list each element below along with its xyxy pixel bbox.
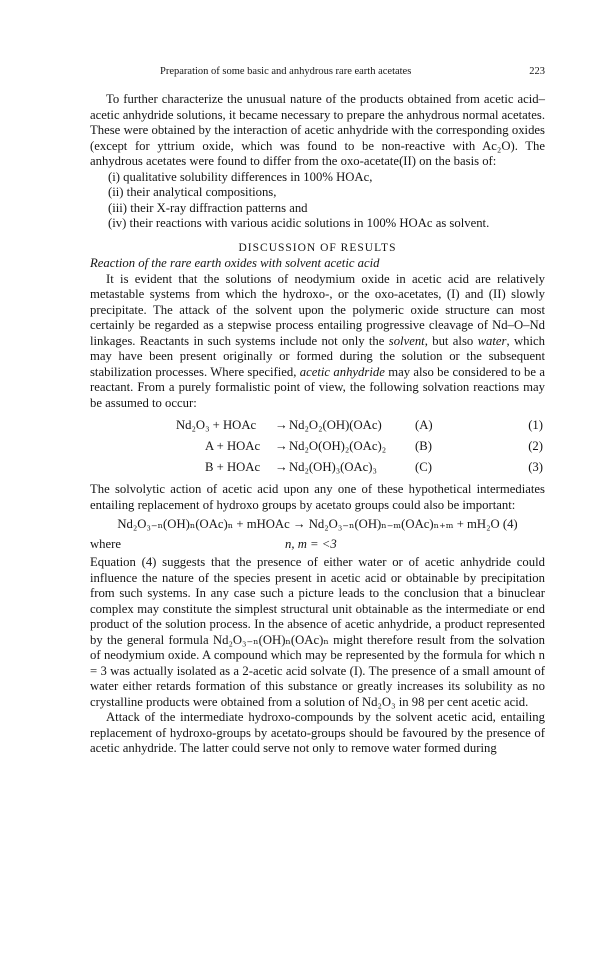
paragraph-2: The solvolytic action of acetic acid upon any one of these hypothetical intermediates entailing replacement of hydroxo groups by acetato groups could also be important: (90, 482, 545, 512)
where-condition: n, m = <3 (285, 537, 337, 551)
arrow-icon: → (275, 460, 288, 474)
equation-number: (1) (528, 418, 543, 432)
paragraph-4: Attack of the intermediate hydroxo-compounds by the solvent acetic acid, entailing replacement of hydroxo-groups by acetato-groups should be favoured by the presence of acetic anhydride. The latter could serve not only to remove water formed during (90, 710, 545, 755)
subsection-heading: Reaction of the rare earth oxides with solvent acetic acid (90, 256, 380, 270)
paragraph-1 (90, 272, 545, 412)
criteria-list (90, 170, 545, 232)
emphasis-solvent: solvent (388, 333, 425, 348)
article-body (90, 92, 545, 757)
criteria-item: (ii) their analytical compositions, (108, 185, 277, 199)
running-header (90, 66, 545, 82)
paragraph-1-text-b: , but also (424, 333, 478, 348)
equation-rhs: Nd₂O₂(OH)(OAc) (289, 418, 382, 432)
header-title: Preparation of some basic and anhydrous rare earth acetates (160, 66, 412, 77)
equation-3 (90, 457, 545, 478)
paragraph-1-text-d: may also be considered to be a reactant. From a purely formalistic point of view, the following solvation reactions may be assumed to occur: (90, 364, 545, 410)
equation-rhs: Nd₂O(OH)₂(OAc)₂ (289, 439, 387, 453)
section-heading: DISCUSSION OF RESULTS (238, 241, 397, 254)
where-label: where (90, 537, 121, 551)
equation-lhs: A + HOAc (205, 439, 261, 453)
equation-2 (90, 436, 545, 457)
equation-rhs: Nd₂(OH)₃(OAc)₃ (289, 460, 377, 474)
emphasis-water: water (477, 333, 507, 348)
equation-1 (90, 415, 545, 436)
where-clause (90, 535, 545, 553)
equation-label: (C) (415, 460, 432, 474)
paragraph-1-text-a: It is evident that the solutions of neodymium oxide in acetic acid are relatively metastable systems from which the hydroxo-, or the oxo-acetates, (I) and (II) slowly precipitate. The attack of the solvent upon the polymeric oxide structure can most certainly be regarded as a stepwise process entailing progressive cleavage of Nd–O–Nd linkages. Reactants in such systems include not only the (90, 271, 545, 348)
equation-lhs: B + HOAc (205, 460, 261, 474)
criteria-item: (iv) their reactions with various acidic solutions in 100% HOAc as solvent. (108, 216, 490, 230)
criteria-item: (i) qualitative solubility differences in 100% HOAc, (108, 169, 373, 184)
page-number: 223 (529, 66, 545, 77)
equation-label: (B) (415, 439, 432, 453)
equation-number: (2) (528, 439, 543, 453)
arrow-icon: → (275, 439, 288, 453)
intro-paragraph: To further characterize the unusual nature of the products obtained from acetic acid–acetic anhydride solutions, it became necessary to prepare the anhydrous normal acetates. These were obtained by the interaction of acetic anhydride with the corresponding oxides (except for yttrium oxide, which was found to be non-reactive with Ac₂O). The anhydrous acetates were found to differ from the oxo-acetate(II) on the basis of: (90, 92, 545, 168)
paragraph-3: Equation (4) suggests that the presence of either water or of acetic anhydride could influence the nature of the species present in acetic acid or obtainable by precipitation from such systems. In any case such a picture leads to the conclusion that a binuclear complex may constitute the simplest structural unit obtainable as the intermediate or end product of the solution process. In the absence of acetic anhydride, a product represented by the general formula Nd₂O₃₋ₙ(OH)ₙ(OAc)ₙ might therefore result from the solvation of neodymium oxide. A compound which may be represented by the formula for which n = 3 was actually isolated as a 2-acetic acid solvate (I). The presence of a small amount of water either retards formation of this substance or greatly increases its solubility as no crystalline products were obtained from a solution of Nd₂O₃ in 98 per cent acetic acid. (90, 555, 545, 709)
equation-lhs: Nd₂O₃ + HOAc (176, 418, 257, 432)
equation-4: Nd₂O₃₋ₙ(OH)ₙ(OAc)ₙ + mHOAc → Nd₂O₃₋ₙ(OH)ₙ₋ₘ(OAc)ₙ₊ₘ + mH₂O (4) (117, 517, 518, 531)
arrow-icon: → (275, 418, 288, 432)
equation-number: (3) (528, 460, 543, 474)
emphasis-acetic-anhydride: acetic anhydride (299, 364, 385, 379)
criteria-item: (iii) their X-ray diffraction patterns and (108, 200, 308, 215)
equation-label: (A) (415, 418, 433, 432)
paragraph-1-text-c: , which may have been present originally or formed during the solution or the subsequent stabilization processes. Where specified, (90, 333, 545, 379)
